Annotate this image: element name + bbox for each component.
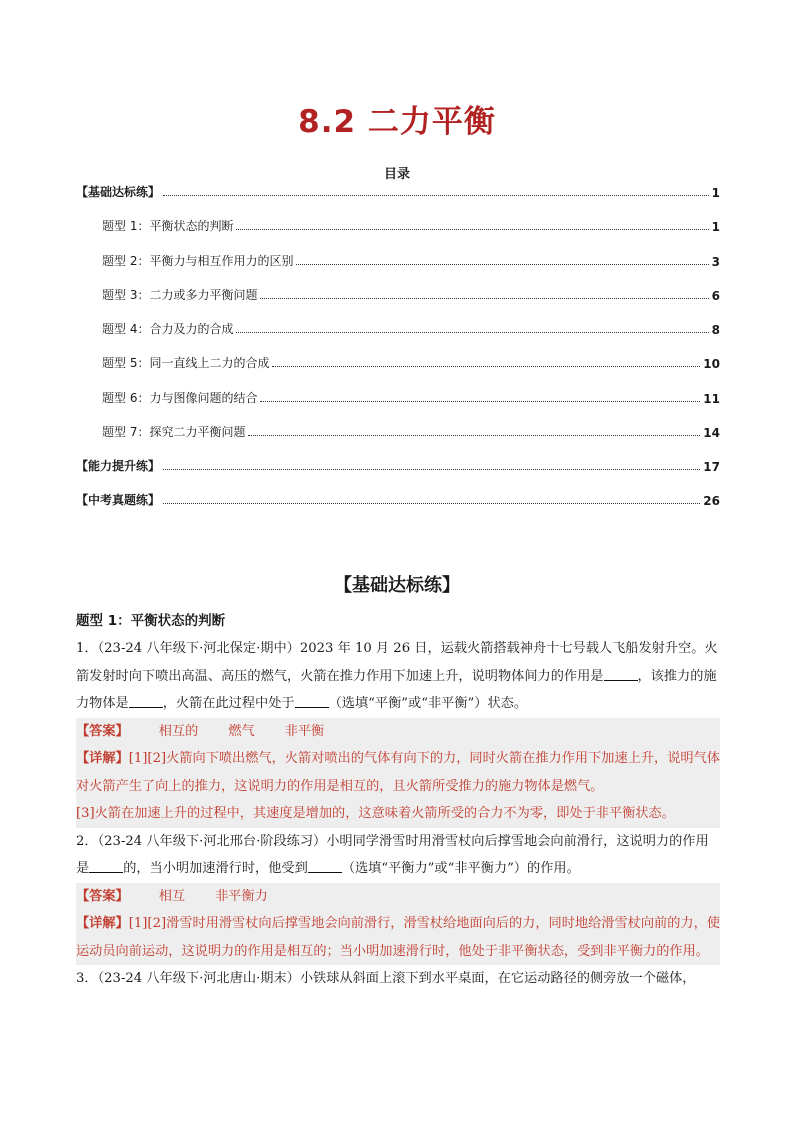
toc-item-type4[interactable]: 题型 4：合力及力的合成 8 [102,322,720,337]
answer-line: 【答案】 相互 非平衡力 [76,888,268,904]
detail-box-2 [76,910,720,965]
question-3: 3．（23-24 八年级下·河北唐山·期末）小铁球从斜面上滚下到水平桌面，在它运动路径的侧旁放一个磁体， [76,971,696,986]
page-title: 8.2 二力平衡 [298,104,496,140]
detail-box-1 [76,745,720,828]
toc-item-type1[interactable]: 题型 1：平衡状态的判断 1 [102,219,720,234]
table-of-contents [76,0,720,520]
toc-item-type6[interactable]: 题型 6：力与图像问题的结合 11 [102,391,720,406]
toc-item-basic[interactable]: 【基础达标练】 1 [76,185,720,200]
section-heading: 【基础达标练】 [334,575,460,596]
answer-box-2 [76,883,720,911]
answer-blank [604,666,638,681]
answer-line: 【答案】 相互的 燃气 非平衡 [76,723,325,739]
question-2: 2．（23-24 八年级下·河北邢台·阶段练习）小明同学滑雪时用滑雪杖向后撑雪地会向前滑行，这说明力的作用是 的，当小明加速滑行时，他受到 （选填“平衡力”或“非平衡力”）的作用。 [76,833,709,876]
question-1: 1．（23-24 八年级下·河北保定·期中）2023 年 10 月 26 日，运载火箭搭载神舟十七号载人飞船发射升空。火箭发射时向下喷出高温、高压的燃气，火箭在推力作用下加速上升，说明物体间力的作用是 ，该推力的施力物体是 ，火箭在此过程中处于 （选填“平衡”或“非平衡”）状态。 [76,641,718,711]
detail-para: 【详解】[1][2]滑雪时用滑雪杖向后撑雪地会向前滑行，滑雪杖给地面向后的力，同时地给滑雪杖向前的力，使运动员向前运动，这说明力的作用是相互的；当小明加速滑行时，他处于非平衡状态，受到非平衡力的作用。 [76,916,720,959]
answer-box-1 [76,718,720,746]
detail-para: [3]火箭在加速上升的过程中，其速度是增加的，这意味着火箭所受的合力不为零，即处于非平衡状态。 [76,806,675,821]
toc-heading: 目录 [383,167,410,182]
toc-item-type2[interactable]: 题型 2：平衡力与相互作用力的区别 3 [102,254,720,269]
answer-blank [295,693,329,708]
toc-item-type5[interactable]: 题型 5：同一直线上二力的合成 10 [102,356,720,371]
type-heading: 题型 1：平衡状态的判断 [76,613,226,629]
toc-item-type3[interactable]: 题型 3：二力或多力平衡问题 6 [102,288,720,303]
toc-item-advanced[interactable]: 【能力提升练】 17 [76,459,720,474]
toc-item-type7[interactable]: 题型 7：探究二力平衡问题 14 [102,425,720,440]
question-content [76,635,720,993]
detail-para: 【详解】[1][2]火箭向下喷出燃气，火箭对喷出的气体有向下的力，同时火箭在推力作用下加速上升，说明气体对火箭产生了向上的推力，这说明力的作用是相互的，且火箭所受推力的施力物体是燃气。 [76,751,720,794]
toc-item-exam[interactable]: 【中考真题练】 26 [76,493,720,508]
answer-blank [308,858,342,873]
answer-blank [129,693,163,708]
answer-blank [89,858,123,873]
